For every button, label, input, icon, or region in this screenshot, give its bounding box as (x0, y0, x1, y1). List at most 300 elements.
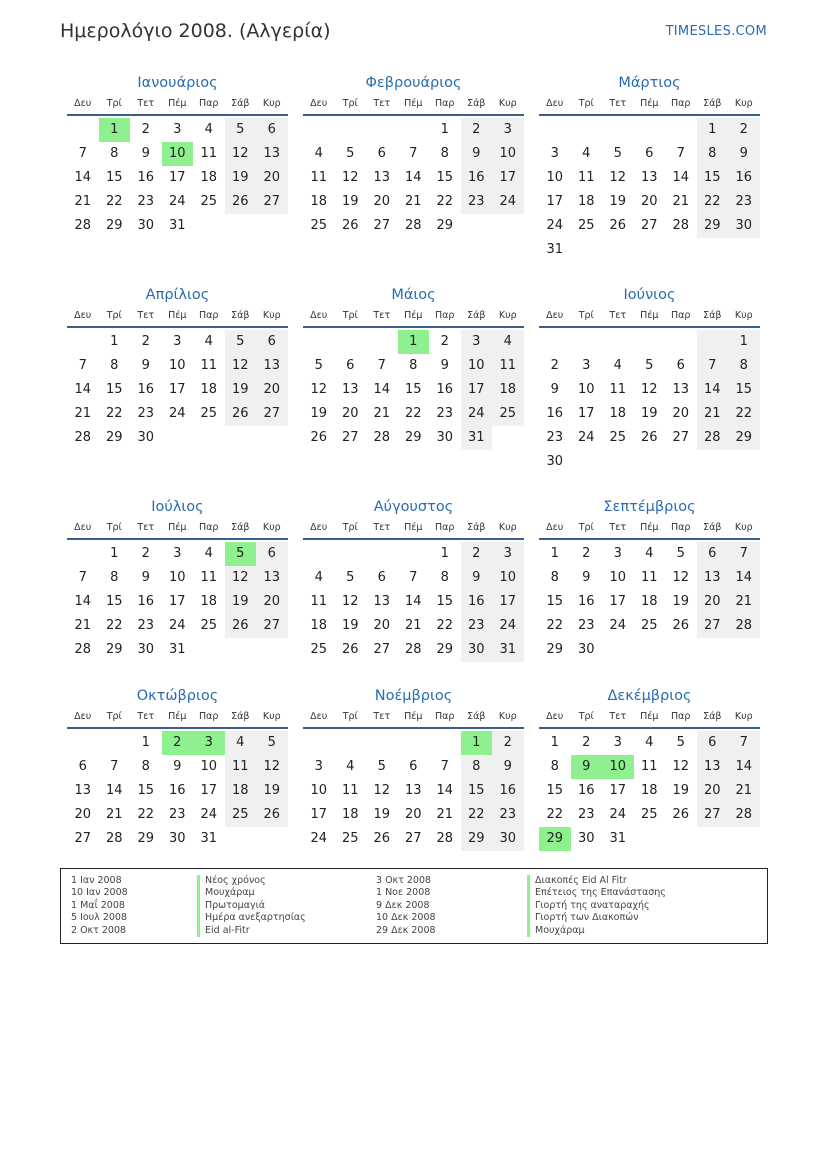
day-cell: 3 (173, 122, 182, 137)
day-cell: 21 (373, 406, 391, 421)
day-cell: 15 (546, 594, 564, 609)
week-row (539, 590, 760, 614)
week-row (539, 190, 760, 214)
weekday-label: Τρί (578, 98, 594, 109)
day-cell: 24 (461, 402, 493, 426)
day-cell: 22 (436, 194, 454, 209)
weekday-label: Κυρ (262, 522, 281, 533)
weekday-label: Παρ (671, 310, 691, 321)
weekday-label: Τρί (578, 522, 594, 533)
day-cell: 8 (461, 755, 493, 779)
day-cell: 28 (74, 642, 92, 657)
day-cell: 1 (728, 330, 760, 354)
day-cell: 7 (728, 731, 760, 755)
day-cell: 8 (110, 570, 119, 585)
month-name: Δεκέμβριος (607, 688, 692, 704)
day-cell: 3 (613, 735, 622, 750)
day-cell: 26 (225, 614, 257, 638)
day-cell: 9 (141, 570, 150, 585)
empty-cell (303, 330, 335, 354)
day-cell: 14 (404, 594, 422, 609)
day-cell: 30 (728, 214, 760, 238)
empty-cell (366, 542, 398, 566)
day-cell: 25 (200, 406, 218, 421)
weekday-label: Σάβ (231, 711, 250, 722)
day-cell: 20 (74, 807, 92, 822)
day-cell: 7 (440, 759, 449, 774)
day-cell: 13 (697, 755, 729, 779)
day-cell: 9 (440, 358, 449, 373)
day-cell: 11 (492, 354, 524, 378)
legend-date: 3 Οκτ 2008 (376, 875, 432, 886)
day-cell: 21 (74, 406, 92, 421)
legend-date: 5 Ιουλ 2008 (71, 912, 127, 924)
week-row (67, 354, 288, 378)
day-cell: 6 (256, 118, 288, 142)
day-cell: 18 (200, 594, 218, 609)
day-cell: 21 (697, 402, 729, 426)
empty-cell (67, 542, 99, 566)
weekday-label: Πέμ (168, 98, 187, 109)
weekday-label: Πέμ (640, 711, 659, 722)
day-cell: 12 (225, 142, 257, 166)
holiday-day-cell: 2 (162, 731, 194, 755)
day-cell: 31 (609, 831, 627, 846)
empty-cell (398, 118, 430, 142)
empty-cell (571, 450, 603, 474)
day-cell: 6 (409, 759, 418, 774)
day-cell: 6 (256, 542, 288, 566)
day-cell: 10 (609, 570, 627, 585)
weekday-label: Κυρ (498, 98, 517, 109)
site-link[interactable]: TIMESLES.COM (665, 24, 767, 39)
day-cell: 15 (404, 382, 422, 397)
week-row (67, 190, 288, 214)
day-cell: 26 (373, 831, 391, 846)
legend-date: 10 Ιαν 2008 (71, 887, 128, 899)
day-cell: 13 (74, 783, 92, 798)
weekday-label: Σάβ (231, 522, 250, 533)
empty-cell (67, 731, 99, 755)
day-cell: 12 (672, 759, 690, 774)
weekday-label: Παρ (199, 98, 219, 109)
day-cell: 26 (310, 430, 328, 445)
weekday-label: Κυρ (734, 711, 753, 722)
weekday-label: Δευ (310, 310, 328, 321)
weekday-label: Κυρ (262, 310, 281, 321)
day-cell: 18 (640, 594, 658, 609)
day-cell: 5 (256, 731, 288, 755)
day-cell: 13 (373, 170, 391, 185)
weekday-label: Τετ (609, 711, 627, 722)
week-row (539, 638, 760, 662)
weekday-label: Τρί (578, 711, 594, 722)
day-cell: 5 (314, 358, 323, 373)
weekday-label: Δευ (310, 522, 328, 533)
holiday-day-cell: 10 (602, 755, 634, 779)
weekday-label: Πέμ (168, 310, 187, 321)
day-cell: 19 (225, 378, 257, 402)
day-cell: 19 (341, 618, 359, 633)
legend-names-left (197, 875, 306, 937)
day-cell: 16 (137, 382, 155, 397)
day-cell: 30 (461, 638, 493, 662)
week-row (303, 590, 524, 614)
day-cell: 21 (436, 807, 454, 822)
day-cell: 8 (110, 146, 119, 161)
day-cell: 8 (728, 354, 760, 378)
day-cell: 1 (550, 546, 559, 561)
month-name: Ιούνιος (623, 287, 676, 303)
week-row (539, 238, 760, 262)
weekday-header (539, 306, 760, 328)
day-cell: 27 (697, 803, 729, 827)
day-cell: 27 (373, 642, 391, 657)
day-cell: 1 (440, 122, 449, 137)
day-cell: 5 (676, 735, 685, 750)
day-cell: 14 (74, 594, 92, 609)
day-cell: 8 (550, 759, 559, 774)
weekday-header (67, 707, 288, 729)
legend-date: 1 Νοε 2008 (376, 887, 431, 899)
day-cell: 28 (436, 831, 454, 846)
weekday-label: Τετ (137, 711, 155, 722)
day-cell: 31 (546, 242, 564, 257)
month-6 (539, 284, 760, 474)
day-cell: 28 (672, 218, 690, 233)
week-row (67, 402, 288, 426)
day-cell: 7 (697, 354, 729, 378)
week-row (539, 779, 760, 803)
day-cell: 29 (137, 831, 155, 846)
day-cell: 27 (256, 614, 288, 638)
weekday-label: Σάβ (467, 98, 486, 109)
day-cell: 14 (728, 755, 760, 779)
day-cell: 9 (728, 142, 760, 166)
day-cell: 25 (609, 430, 627, 445)
day-cell: 17 (577, 406, 595, 421)
day-cell: 11 (310, 594, 328, 609)
day-cell: 26 (640, 430, 658, 445)
day-cell: 13 (640, 170, 658, 185)
day-cell: 16 (577, 783, 595, 798)
day-cell: 23 (546, 430, 564, 445)
weekday-label: Τετ (609, 98, 627, 109)
day-cell: 22 (546, 618, 564, 633)
day-cell: 21 (728, 590, 760, 614)
week-row (67, 378, 288, 402)
empty-cell (303, 542, 335, 566)
day-cell: 14 (697, 378, 729, 402)
day-cell: 23 (137, 406, 155, 421)
weekday-label: Παρ (435, 522, 455, 533)
week-row (539, 330, 760, 354)
empty-cell (67, 118, 99, 142)
week-row (303, 542, 524, 566)
day-cell: 17 (200, 783, 218, 798)
week-row (303, 354, 524, 378)
day-cell: 12 (310, 382, 328, 397)
weekday-label: Παρ (671, 711, 691, 722)
day-cell: 25 (310, 218, 328, 233)
weekday-label: Πέμ (640, 310, 659, 321)
holiday-day-cell: 1 (398, 330, 430, 354)
day-cell: 27 (672, 430, 690, 445)
week-row (539, 402, 760, 426)
month-name: Απρίλιος (145, 287, 210, 303)
day-cell: 22 (728, 402, 760, 426)
day-cell: 16 (461, 166, 493, 190)
day-cell: 13 (256, 354, 288, 378)
day-cell: 22 (105, 194, 123, 209)
day-cell: 26 (256, 803, 288, 827)
weekday-label: Τετ (373, 98, 391, 109)
day-cell: 17 (461, 378, 493, 402)
empty-cell (697, 330, 729, 354)
empty-cell (571, 330, 603, 354)
empty-cell (602, 450, 634, 474)
day-cell: 16 (728, 166, 760, 190)
day-cell: 26 (341, 218, 359, 233)
weekday-label: Πέμ (404, 98, 423, 109)
weekday-label: Τρί (342, 98, 358, 109)
month-name: Νοέμβριος (374, 688, 453, 704)
weekday-label: Παρ (199, 522, 219, 533)
weekday-label: Παρ (435, 98, 455, 109)
weekday-label: Δευ (310, 98, 328, 109)
day-cell: 22 (436, 618, 454, 633)
day-cell: 6 (676, 358, 685, 373)
day-cell: 19 (341, 194, 359, 209)
empty-cell (665, 827, 697, 851)
empty-cell (602, 330, 634, 354)
day-cell: 15 (697, 166, 729, 190)
day-cell: 28 (105, 831, 123, 846)
day-cell: 7 (409, 146, 418, 161)
day-cell: 22 (105, 618, 123, 633)
weekday-label: Παρ (435, 711, 455, 722)
legend-holiday-name: Διακοπές Eid Al Fitr (527, 875, 666, 887)
day-cell: 27 (256, 402, 288, 426)
empty-cell (256, 827, 288, 851)
week-row (303, 803, 524, 827)
weekday-label: Σάβ (703, 522, 722, 533)
weekday-header (303, 518, 524, 540)
empty-cell (665, 330, 697, 354)
month-9 (539, 496, 760, 662)
day-cell: 14 (404, 170, 422, 185)
day-cell: 14 (436, 783, 454, 798)
day-cell: 29 (105, 430, 123, 445)
day-cell: 20 (404, 807, 422, 822)
day-cell: 4 (645, 546, 654, 561)
empty-cell (634, 638, 666, 662)
day-cell: 12 (609, 170, 627, 185)
day-cell: 7 (78, 146, 87, 161)
week-row (67, 827, 288, 851)
empty-cell (634, 827, 666, 851)
legend-holiday-name: Μουχάραμ (197, 887, 306, 899)
day-cell: 11 (341, 783, 359, 798)
day-cell: 3 (173, 546, 182, 561)
day-cell: 7 (728, 542, 760, 566)
month-name: Αύγουστος (373, 499, 454, 515)
day-cell: 21 (672, 194, 690, 209)
day-cell: 30 (492, 827, 524, 851)
day-cell: 10 (168, 570, 186, 585)
week-row (539, 378, 760, 402)
empty-cell (335, 118, 367, 142)
day-cell: 16 (577, 594, 595, 609)
day-cell: 9 (461, 142, 493, 166)
day-cell: 15 (137, 783, 155, 798)
day-cell: 9 (461, 566, 493, 590)
empty-cell (634, 118, 666, 142)
day-cell: 24 (168, 618, 186, 633)
day-cell: 29 (697, 214, 729, 238)
day-cell: 30 (577, 831, 595, 846)
empty-cell (335, 731, 367, 755)
day-cell: 10 (168, 358, 186, 373)
empty-cell (602, 238, 634, 262)
empty-cell (193, 426, 225, 450)
day-cell: 2 (141, 334, 150, 349)
day-cell: 13 (256, 142, 288, 166)
day-cell: 26 (609, 218, 627, 233)
week-row (303, 731, 524, 755)
weekday-label: Πέμ (640, 98, 659, 109)
day-cell: 31 (492, 638, 524, 662)
day-cell: 23 (577, 618, 595, 633)
day-cell: 15 (728, 378, 760, 402)
day-cell: 25 (200, 194, 218, 209)
day-cell: 25 (640, 807, 658, 822)
day-cell: 12 (373, 783, 391, 798)
day-cell: 16 (461, 590, 493, 614)
empty-cell (335, 542, 367, 566)
weekday-label: Σάβ (231, 98, 250, 109)
week-row (67, 638, 288, 662)
day-cell: 19 (609, 194, 627, 209)
month-3 (539, 72, 760, 262)
empty-cell (193, 214, 225, 238)
legend-date: 9 Δεκ 2008 (376, 899, 430, 911)
week-row (67, 755, 288, 779)
day-cell: 6 (377, 146, 386, 161)
legend-date: 1 Ιαν 2008 (71, 875, 122, 886)
week-row (303, 190, 524, 214)
day-cell: 2 (550, 358, 559, 373)
day-cell: 4 (582, 146, 591, 161)
day-cell: 31 (200, 831, 218, 846)
day-cell: 23 (492, 803, 524, 827)
holiday-day-cell: 9 (571, 755, 603, 779)
day-cell: 17 (310, 807, 328, 822)
day-cell: 10 (200, 759, 218, 774)
day-cell: 5 (225, 330, 257, 354)
day-cell: 17 (492, 166, 524, 190)
day-cell: 28 (74, 430, 92, 445)
day-cell: 15 (105, 170, 123, 185)
empty-cell (303, 731, 335, 755)
weekday-label: Κυρ (262, 98, 281, 109)
day-cell: 1 (110, 546, 119, 561)
empty-cell (634, 330, 666, 354)
holiday-day-cell: 10 (162, 142, 194, 166)
weekday-label: Σάβ (467, 522, 486, 533)
day-cell: 6 (697, 731, 729, 755)
day-cell: 20 (672, 406, 690, 421)
day-cell: 28 (404, 642, 422, 657)
day-cell: 27 (404, 831, 422, 846)
day-cell: 7 (78, 358, 87, 373)
week-row (539, 450, 760, 474)
day-cell: 1 (550, 735, 559, 750)
week-row (539, 542, 760, 566)
holiday-day-cell: 29 (539, 827, 571, 851)
weekday-label: Τετ (609, 310, 627, 321)
month-10 (67, 685, 288, 851)
day-cell: 26 (225, 402, 257, 426)
legend-holiday-name: Ημέρα ανεξαρτησίας (197, 912, 306, 924)
month-name: Οκτώβριος (136, 688, 219, 704)
weekday-label: Κυρ (498, 711, 517, 722)
day-cell: 21 (404, 618, 422, 633)
weekday-label: Σάβ (703, 98, 722, 109)
weekday-label: Κυρ (498, 310, 517, 321)
empty-cell (728, 638, 760, 662)
day-cell: 18 (492, 378, 524, 402)
empty-cell (335, 330, 367, 354)
month-name: Μάρτιος (618, 75, 681, 91)
day-cell: 29 (436, 218, 454, 233)
day-cell: 12 (341, 594, 359, 609)
weekday-label: Τετ (137, 98, 155, 109)
weekday-label: Τρί (578, 310, 594, 321)
weekday-label: Παρ (435, 310, 455, 321)
week-row (303, 566, 524, 590)
day-cell: 18 (609, 406, 627, 421)
weekday-label: Τετ (373, 310, 391, 321)
empty-cell (634, 238, 666, 262)
day-cell: 8 (141, 759, 150, 774)
day-cell: 19 (373, 807, 391, 822)
day-cell: 24 (609, 807, 627, 822)
weekday-label: Παρ (199, 711, 219, 722)
day-cell: 15 (436, 170, 454, 185)
week-row (67, 803, 288, 827)
day-cell: 18 (225, 779, 257, 803)
day-cell: 3 (314, 759, 323, 774)
day-cell: 8 (110, 358, 119, 373)
day-cell: 2 (492, 731, 524, 755)
day-cell: 20 (373, 618, 391, 633)
day-cell: 6 (256, 330, 288, 354)
day-cell: 3 (550, 146, 559, 161)
day-cell: 24 (546, 218, 564, 233)
weekday-label: Τρί (342, 310, 358, 321)
day-cell: 2 (728, 118, 760, 142)
day-cell: 11 (640, 759, 658, 774)
day-cell: 11 (609, 382, 627, 397)
day-cell: 30 (168, 831, 186, 846)
empty-cell (366, 731, 398, 755)
day-cell: 10 (461, 354, 493, 378)
week-row (67, 166, 288, 190)
day-cell: 7 (676, 146, 685, 161)
month-12 (539, 685, 760, 851)
day-cell: 3 (492, 542, 524, 566)
